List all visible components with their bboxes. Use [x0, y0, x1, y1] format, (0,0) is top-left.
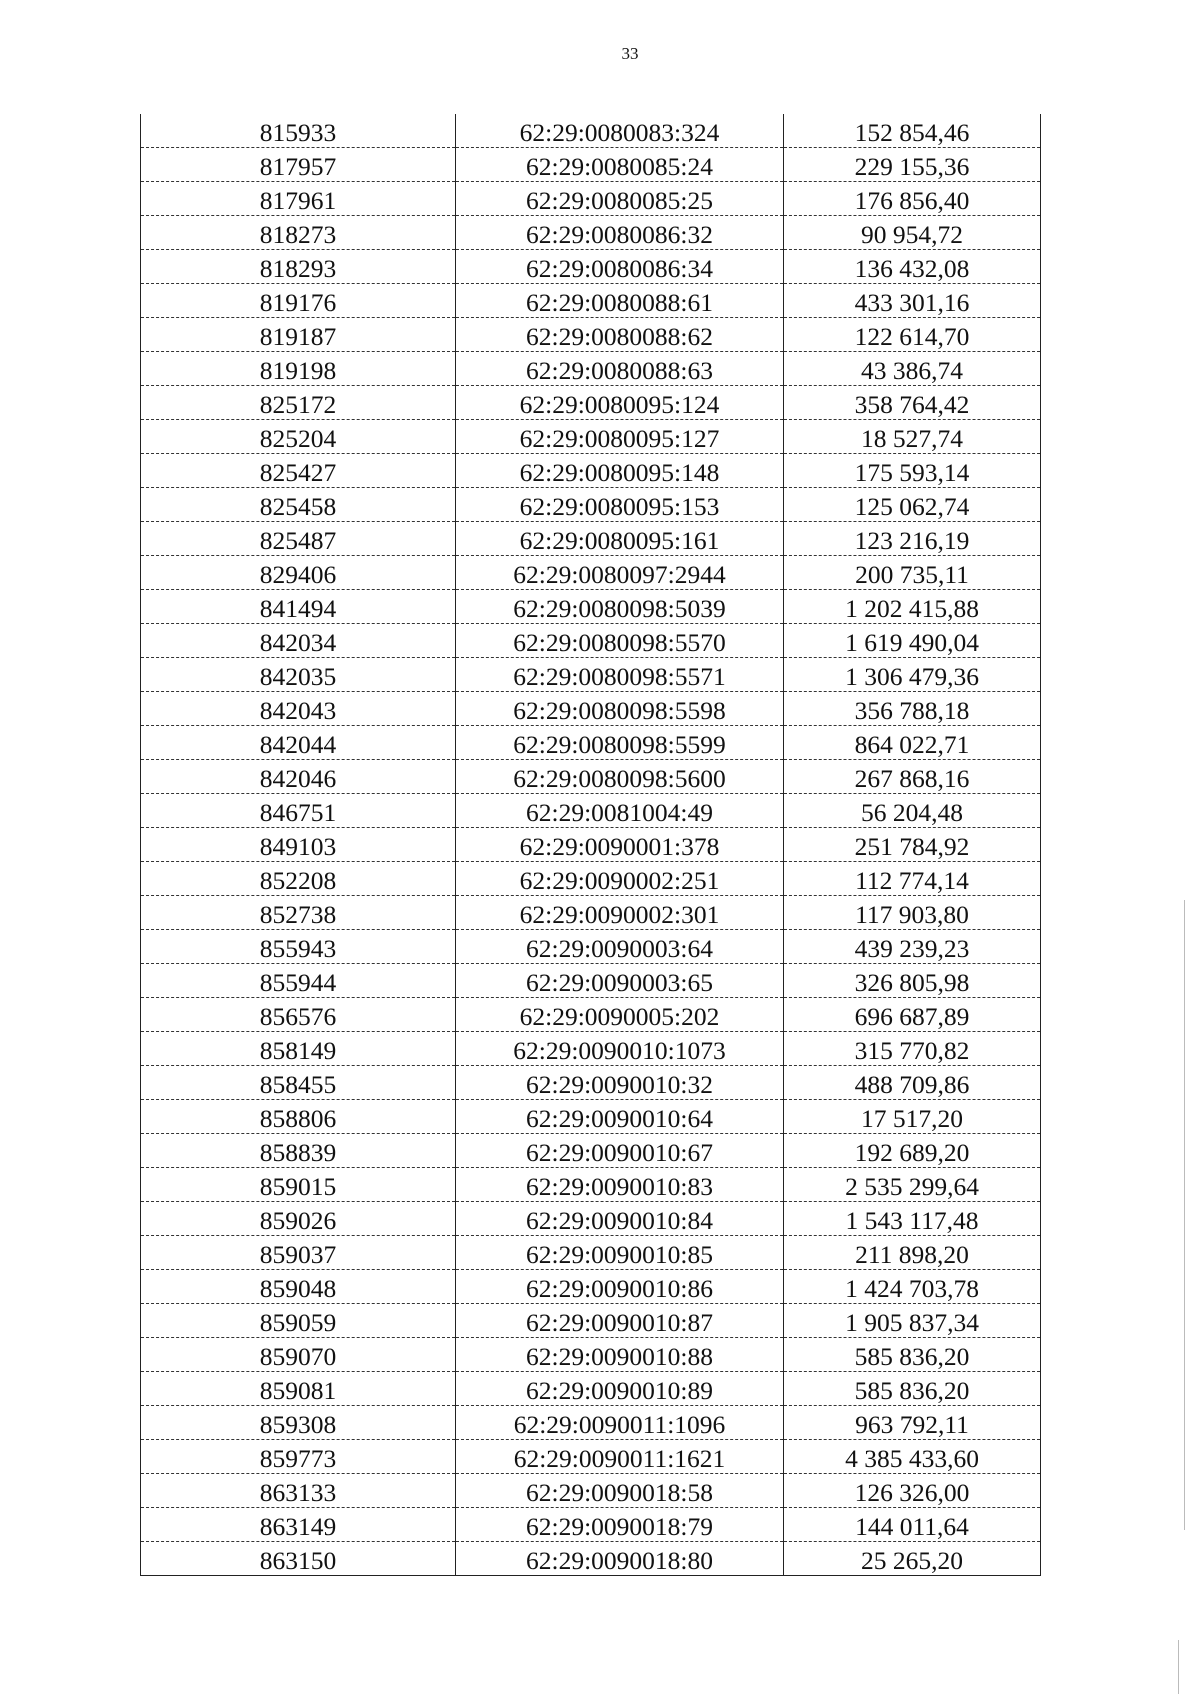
table-row: [141, 284, 1041, 318]
cadastral-number-cell: 62:29:0080095:127: [456, 420, 784, 454]
amount-cell: 1 306 479,36: [784, 658, 1041, 692]
record-id-cell: 818273: [141, 216, 456, 250]
amount-cell: 192 689,20: [784, 1134, 1041, 1168]
record-id-cell: 849103: [141, 828, 456, 862]
table-row: [141, 1474, 1041, 1508]
record-id-cell: 856576: [141, 998, 456, 1032]
amount-cell: 56 204,48: [784, 794, 1041, 828]
cadastral-number-cell: 62:29:0080098:5599: [456, 726, 784, 760]
amount-cell: 1 905 837,34: [784, 1304, 1041, 1338]
table-row: [141, 1338, 1041, 1372]
cadastral-number-cell: 62:29:0090010:84: [456, 1202, 784, 1236]
cadastral-number-cell: 62:29:0090001:378: [456, 828, 784, 862]
record-id-cell: 863149: [141, 1508, 456, 1542]
record-id-cell: 859308: [141, 1406, 456, 1440]
cadastral-number-cell: 62:29:0090003:65: [456, 964, 784, 998]
table-row: [141, 182, 1041, 216]
amount-cell: 1 543 117,48: [784, 1202, 1041, 1236]
record-id-cell: 859070: [141, 1338, 456, 1372]
table-row: [141, 658, 1041, 692]
amount-cell: 229 155,36: [784, 148, 1041, 182]
cadastral-number-cell: 62:29:0090005:202: [456, 998, 784, 1032]
table-row: [141, 692, 1041, 726]
record-id-cell: 842034: [141, 624, 456, 658]
record-id-cell: 825204: [141, 420, 456, 454]
cadastral-number-cell: 62:29:0080098:5570: [456, 624, 784, 658]
table-row: [141, 386, 1041, 420]
table-row: [141, 726, 1041, 760]
record-id-cell: 855944: [141, 964, 456, 998]
cadastral-number-cell: 62:29:0090010:64: [456, 1100, 784, 1134]
record-id-cell: 855943: [141, 930, 456, 964]
cadastral-number-cell: 62:29:0090018:79: [456, 1508, 784, 1542]
record-id-cell: 859026: [141, 1202, 456, 1236]
record-id-cell: 825427: [141, 454, 456, 488]
table-row: [141, 454, 1041, 488]
cadastral-number-cell: 62:29:0080095:153: [456, 488, 784, 522]
table-row: [141, 828, 1041, 862]
scan-edge-line: [1184, 900, 1185, 1530]
record-id-cell: 858806: [141, 1100, 456, 1134]
cadastral-number-cell: 62:29:0080086:32: [456, 216, 784, 250]
cadastral-number-cell: 62:29:0090018:80: [456, 1542, 784, 1576]
cadastral-number-cell: 62:29:0080088:63: [456, 352, 784, 386]
amount-cell: 433 301,16: [784, 284, 1041, 318]
amount-cell: 123 216,19: [784, 522, 1041, 556]
amount-cell: 125 062,74: [784, 488, 1041, 522]
amount-cell: 136 432,08: [784, 250, 1041, 284]
amount-cell: 2 535 299,64: [784, 1168, 1041, 1202]
table-row: [141, 556, 1041, 590]
record-id-cell: 842043: [141, 692, 456, 726]
table-row: [141, 998, 1041, 1032]
scan-edge-line: [1178, 1640, 1179, 1694]
record-id-cell: 825487: [141, 522, 456, 556]
record-id-cell: 858149: [141, 1032, 456, 1066]
table-row: [141, 1134, 1041, 1168]
record-id-cell: 852738: [141, 896, 456, 930]
table-row: [141, 1202, 1041, 1236]
amount-cell: 488 709,86: [784, 1066, 1041, 1100]
table-row: [141, 250, 1041, 284]
table-row: [141, 522, 1041, 556]
table-row: [141, 1508, 1041, 1542]
cadastral-number-cell: 62:29:0090002:301: [456, 896, 784, 930]
table-row: [141, 1168, 1041, 1202]
record-id-cell: 852208: [141, 862, 456, 896]
cadastral-number-cell: 62:29:0090011:1621: [456, 1440, 784, 1474]
cadastral-number-cell: 62:29:0080085:24: [456, 148, 784, 182]
table-row: [141, 1032, 1041, 1066]
amount-cell: 43 386,74: [784, 352, 1041, 386]
record-id-cell: 825172: [141, 386, 456, 420]
amount-cell: 1 202 415,88: [784, 590, 1041, 624]
cadastral-number-cell: 62:29:0080098:5039: [456, 590, 784, 624]
amount-cell: 90 954,72: [784, 216, 1041, 250]
record-id-cell: 846751: [141, 794, 456, 828]
record-id-cell: 817961: [141, 182, 456, 216]
record-id-cell: 819176: [141, 284, 456, 318]
cadastral-number-cell: 62:29:0081004:49: [456, 794, 784, 828]
table-row: [141, 794, 1041, 828]
cadastral-number-cell: 62:29:0080088:61: [456, 284, 784, 318]
amount-cell: 315 770,82: [784, 1032, 1041, 1066]
cadastral-number-cell: 62:29:0080085:25: [456, 182, 784, 216]
cadastral-number-cell: 62:29:0080097:2944: [456, 556, 784, 590]
amount-cell: 326 805,98: [784, 964, 1041, 998]
amount-cell: 211 898,20: [784, 1236, 1041, 1270]
cadastral-number-cell: 62:29:0080088:62: [456, 318, 784, 352]
record-id-cell: 859037: [141, 1236, 456, 1270]
amount-cell: 585 836,20: [784, 1338, 1041, 1372]
amount-cell: 696 687,89: [784, 998, 1041, 1032]
table-row: [141, 624, 1041, 658]
record-id-cell: 863150: [141, 1542, 456, 1576]
amount-cell: 200 735,11: [784, 556, 1041, 590]
table-row: [141, 1372, 1041, 1406]
cadastral-number-cell: 62:29:0090010:89: [456, 1372, 784, 1406]
amount-cell: 144 011,64: [784, 1508, 1041, 1542]
table-row: [141, 1100, 1041, 1134]
cadastral-number-cell: 62:29:0080098:5598: [456, 692, 784, 726]
cadastral-number-cell: 62:29:0080095:124: [456, 386, 784, 420]
amount-cell: 358 764,42: [784, 386, 1041, 420]
record-id-cell: 825458: [141, 488, 456, 522]
records-table-body: [141, 114, 1041, 1576]
amount-cell: 251 784,92: [784, 828, 1041, 862]
table-row: [141, 1270, 1041, 1304]
record-id-cell: 859048: [141, 1270, 456, 1304]
record-id-cell: 863133: [141, 1474, 456, 1508]
table-row: [141, 1066, 1041, 1100]
cadastral-number-cell: 62:29:0080086:34: [456, 250, 784, 284]
cadastral-number-cell: 62:29:0090010:87: [456, 1304, 784, 1338]
amount-cell: 585 836,20: [784, 1372, 1041, 1406]
record-id-cell: 842046: [141, 760, 456, 794]
record-id-cell: 819198: [141, 352, 456, 386]
amount-cell: 1 619 490,04: [784, 624, 1041, 658]
cadastral-number-cell: 62:29:0090002:251: [456, 862, 784, 896]
amount-cell: 122 614,70: [784, 318, 1041, 352]
amount-cell: 17 517,20: [784, 1100, 1041, 1134]
record-id-cell: 858839: [141, 1134, 456, 1168]
record-id-cell: 859059: [141, 1304, 456, 1338]
cadastral-number-cell: 62:29:0090010:32: [456, 1066, 784, 1100]
amount-cell: 963 792,11: [784, 1406, 1041, 1440]
amount-cell: 112 774,14: [784, 862, 1041, 896]
amount-cell: 267 868,16: [784, 760, 1041, 794]
cadastral-number-cell: 62:29:0080098:5600: [456, 760, 784, 794]
table-row: [141, 318, 1041, 352]
amount-cell: 126 326,00: [784, 1474, 1041, 1508]
table-row: [141, 862, 1041, 896]
table-row: [141, 590, 1041, 624]
record-id-cell: 859773: [141, 1440, 456, 1474]
cadastral-number-cell: 62:29:0080095:148: [456, 454, 784, 488]
record-id-cell: 817957: [141, 148, 456, 182]
cadastral-number-cell: 62:29:0080083:324: [456, 114, 784, 148]
cadastral-number-cell: 62:29:0080098:5571: [456, 658, 784, 692]
table-row: [141, 216, 1041, 250]
cadastral-number-cell: 62:29:0090018:58: [456, 1474, 784, 1508]
record-id-cell: 815933: [141, 114, 456, 148]
table-row: [141, 148, 1041, 182]
amount-cell: 175 593,14: [784, 454, 1041, 488]
table-row: [141, 1236, 1041, 1270]
record-id-cell: 818293: [141, 250, 456, 284]
record-id-cell: 842035: [141, 658, 456, 692]
amount-cell: 25 265,20: [784, 1542, 1041, 1576]
record-id-cell: 858455: [141, 1066, 456, 1100]
cadastral-number-cell: 62:29:0090010:83: [456, 1168, 784, 1202]
table-row: [141, 760, 1041, 794]
record-id-cell: 859081: [141, 1372, 456, 1406]
amount-cell: 117 903,80: [784, 896, 1041, 930]
cadastral-number-cell: 62:29:0090010:67: [456, 1134, 784, 1168]
cadastral-number-cell: 62:29:0090011:1096: [456, 1406, 784, 1440]
table-row: [141, 488, 1041, 522]
table-row: [141, 1304, 1041, 1338]
amount-cell: 4 385 433,60: [784, 1440, 1041, 1474]
record-id-cell: 819187: [141, 318, 456, 352]
cadastral-number-cell: 62:29:0090003:64: [456, 930, 784, 964]
amount-cell: 356 788,18: [784, 692, 1041, 726]
record-id-cell: 829406: [141, 556, 456, 590]
record-id-cell: 841494: [141, 590, 456, 624]
table-row: [141, 964, 1041, 998]
table-row: [141, 1542, 1041, 1576]
table-row: [141, 930, 1041, 964]
table-row: [141, 352, 1041, 386]
amount-cell: 439 239,23: [784, 930, 1041, 964]
table-row: [141, 420, 1041, 454]
record-id-cell: 842044: [141, 726, 456, 760]
table-row: [141, 896, 1041, 930]
table-row: [141, 1406, 1041, 1440]
cadastral-number-cell: 62:29:0090010:1073: [456, 1032, 784, 1066]
amount-cell: 176 856,40: [784, 182, 1041, 216]
cadastral-number-cell: 62:29:0090010:85: [456, 1236, 784, 1270]
amount-cell: 1 424 703,78: [784, 1270, 1041, 1304]
cadastral-number-cell: 62:29:0090010:88: [456, 1338, 784, 1372]
amount-cell: 18 527,74: [784, 420, 1041, 454]
page-number: 33: [621, 44, 639, 63]
cadastral-number-cell: 62:29:0080095:161: [456, 522, 784, 556]
records-table: [140, 114, 1041, 1576]
table-row: [141, 114, 1041, 148]
amount-cell: 152 854,46: [784, 114, 1041, 148]
table-row: [141, 1440, 1041, 1474]
cadastral-number-cell: 62:29:0090010:86: [456, 1270, 784, 1304]
record-id-cell: 859015: [141, 1168, 456, 1202]
amount-cell: 864 022,71: [784, 726, 1041, 760]
